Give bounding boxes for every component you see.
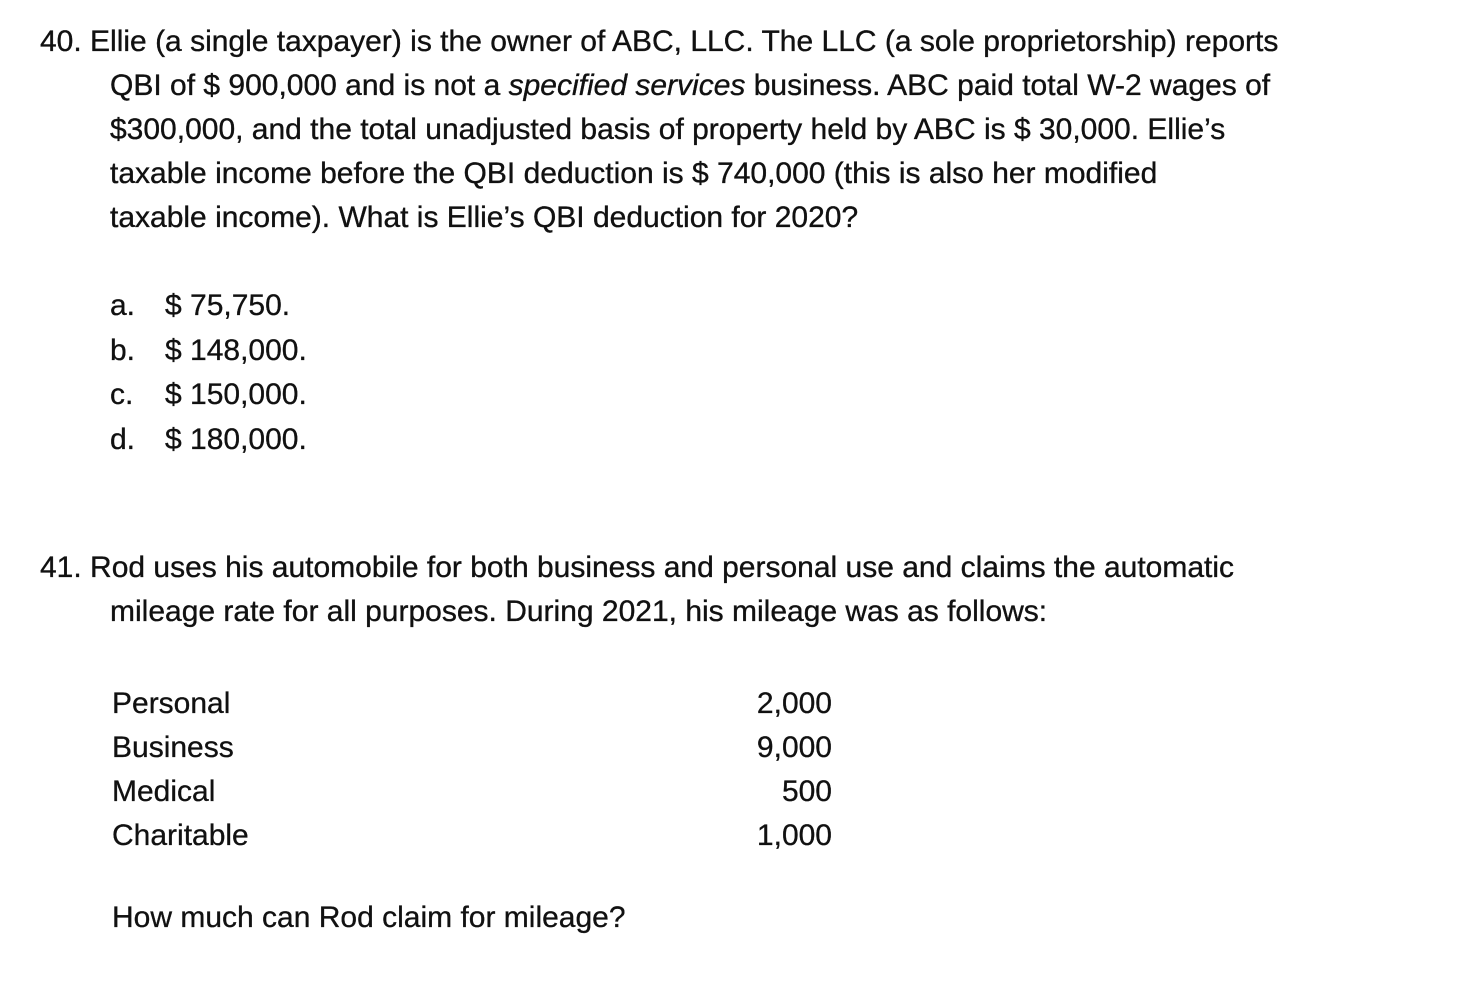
question-40-choices <box>110 284 307 462</box>
mileage-label: Charitable <box>112 819 249 852</box>
choice-text: $ 75,750. <box>165 289 291 322</box>
mileage-row-medical <box>112 770 832 814</box>
mileage-table <box>112 682 832 858</box>
question-40-line-2-start: QBI of $ 900,000 and is not a <box>110 69 509 102</box>
mileage-label: Personal <box>112 687 231 720</box>
mileage-label: Medical <box>112 775 216 808</box>
choice-a <box>110 284 307 329</box>
choice-d <box>110 418 307 463</box>
mileage-row-charitable <box>112 814 832 858</box>
mileage-row-personal <box>112 682 832 726</box>
mileage-value: 2,000 <box>756 687 832 720</box>
choice-b <box>110 329 307 374</box>
question-40-line-2-end: business. ABC paid total W-2 wages of <box>745 69 1271 102</box>
question-40 <box>40 20 1430 240</box>
question-41 <box>40 546 1430 634</box>
specified-services-emphasis: specified services <box>508 69 746 102</box>
choice-letter: b. <box>110 333 136 367</box>
question-41-line-1: 41. Rod uses his automobile for both business and personal use and claims the automatic <box>40 551 1235 584</box>
choice-letter: a. <box>110 289 136 322</box>
choice-letter: c. <box>110 378 134 411</box>
question-40-line-5: taxable income). What is Ellie’s QBI deduction for 2020? <box>110 201 859 234</box>
choice-c <box>110 373 307 418</box>
question-40-line-2 <box>40 64 1430 108</box>
mileage-value: 9,000 <box>756 731 832 764</box>
choice-text: $ 180,000. <box>165 422 307 456</box>
question-40-line-3: $300,000, and the total unadjusted basis of property held by ABC is $ 30,000. Ellie’s <box>110 113 1226 146</box>
choice-text: $ 148,000. <box>165 333 307 367</box>
mileage-label: Business <box>112 731 234 764</box>
choice-letter: d. <box>110 422 136 456</box>
question-40-line-1: 40. Ellie (a single taxpayer) is the owner of ABC, LLC. The LLC (a sole proprietorship) reports <box>40 25 1279 58</box>
mileage-row-business <box>112 726 832 770</box>
mileage-question: How much can Rod claim for mileage? <box>112 901 626 934</box>
question-40-line-4: taxable income before the QBI deduction is $ 740,000 (this is also her modified <box>110 157 1158 190</box>
question-41-line-2: mileage rate for all purposes. During 2021, his mileage was as follows: <box>110 595 1048 628</box>
choice-text: $ 150,000. <box>165 378 307 411</box>
mileage-value: 500 <box>781 775 832 808</box>
mileage-value: 1,000 <box>756 819 832 852</box>
